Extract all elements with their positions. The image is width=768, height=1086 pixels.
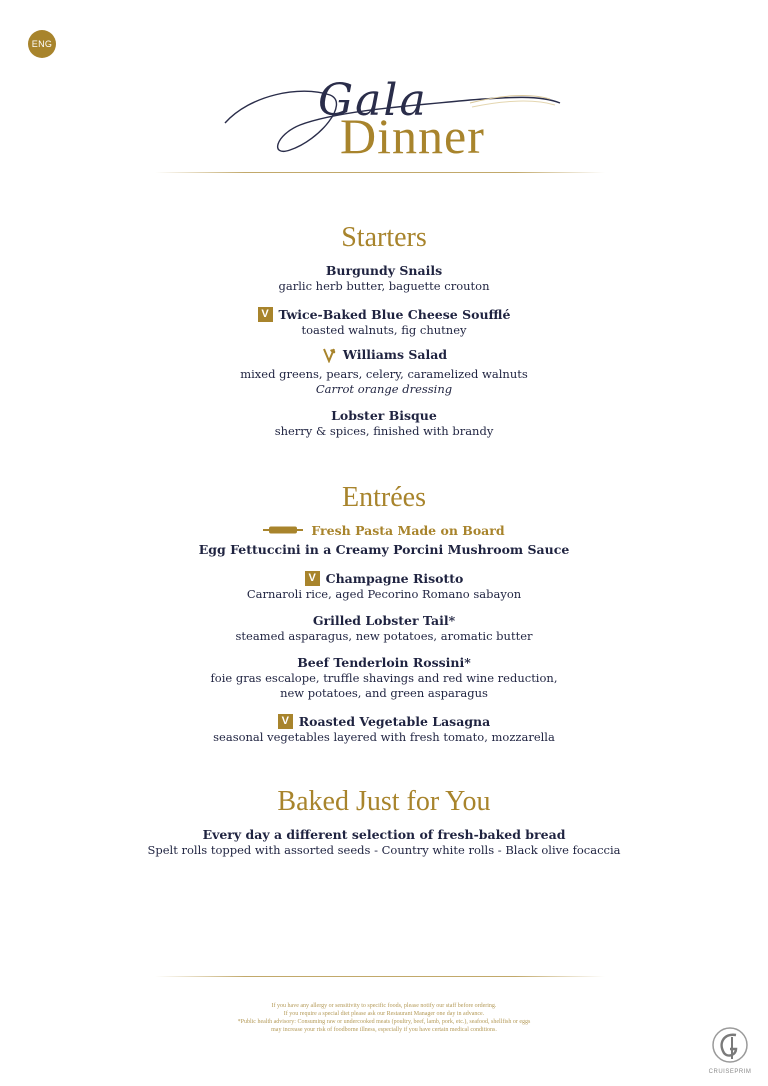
menu-item [0,709,768,745]
vegetarian-badge: V [305,571,320,586]
starters-title: Starters [341,222,427,253]
item-name: V Twice-Baked Blue Cheese Soufflé [258,306,511,323]
item-description: steamed asparagus, new potatoes, aromatic butter [235,629,533,643]
starters-section [0,222,768,447]
item-description: foie gras escalope, truffle shavings and red wine reduction, [210,671,558,685]
menu-item [0,610,768,644]
header-divider [155,172,605,173]
item-name: Williams Salad [321,346,447,363]
rolling-pin-icon [263,525,303,535]
logo-text: CRUISEPRIM [708,1069,752,1075]
vegetarian-badge: V [278,714,293,729]
menu-header [0,55,768,180]
item-name: Lobster Bisque [331,407,437,423]
pasta-label: Fresh Pasta Made on Board [263,522,504,539]
baked-title: Baked Just for You [277,786,491,817]
title-script: Gala [318,75,428,126]
menu-item [0,302,768,338]
menu-item [0,405,768,439]
menu-item [0,824,768,858]
item-name: Grilled Lobster Tail* [312,613,456,628]
baked-section [0,786,768,866]
item-name: Burgundy Snails [325,263,443,278]
footer-divider [155,976,605,977]
language-badge[interactable]: ENG [28,30,56,58]
item-description: seasonal vegetables layered with fresh tomato, mozzarella [213,730,555,744]
logo-emblem-icon [710,1025,750,1065]
item-description: mixed greens, pears, celery, caramelized walnuts [240,366,528,381]
menu-item [0,566,768,602]
item-name: V Champagne Risotto [305,570,464,587]
item-name: V Roasted Vegetable Lasagna [278,713,491,730]
item-description: toasted walnuts, fig chutney [301,323,467,337]
vegan-leaf-icon [321,347,337,363]
entrees-title: Entrées [342,482,426,513]
item-description: sherry & spices, finished with brandy [274,423,494,438]
entrees-section [0,482,768,753]
item-name: Every day a different selection of fresh-baked bread [202,827,566,842]
menu-item [0,652,768,701]
item-note: Carrot orange dressing [315,381,453,396]
item-description: garlic herb butter, baguette crouton [278,279,490,293]
vegetarian-badge: V [258,307,273,322]
allergy-disclaimer: If you have any allergy or sensitivity to specific foods, please notify our staff before ordering. If you require a special diet please ask our Restaurant Manager one day in advance. *Public health advisory: Consuming raw or undercooked meats (poultry, beef, lamb, pork, etc.), seafood, shellfish or eggs may increase your risk of foodborne illness, especially if you have certain medical conditions. [237,1003,531,1033]
menu-item [0,346,768,397]
item-description: new potatoes, and green asparagus [280,686,488,700]
menu-item [0,260,768,294]
item-description: Spelt rolls topped with assorted seeds - Country white rolls - Black olive focaccia [147,843,621,857]
brand-logo [705,1025,755,1083]
item-description: Carnaroli rice, aged Pecorino Romano sabayon [246,587,522,601]
item-name: Beef Tenderloin Rossini* [297,655,471,670]
page-title: Dinner [340,108,485,164]
item-name: Egg Fettuccini in a Creamy Porcini Mushroom Sauce [198,542,570,557]
menu-item [0,539,768,558]
